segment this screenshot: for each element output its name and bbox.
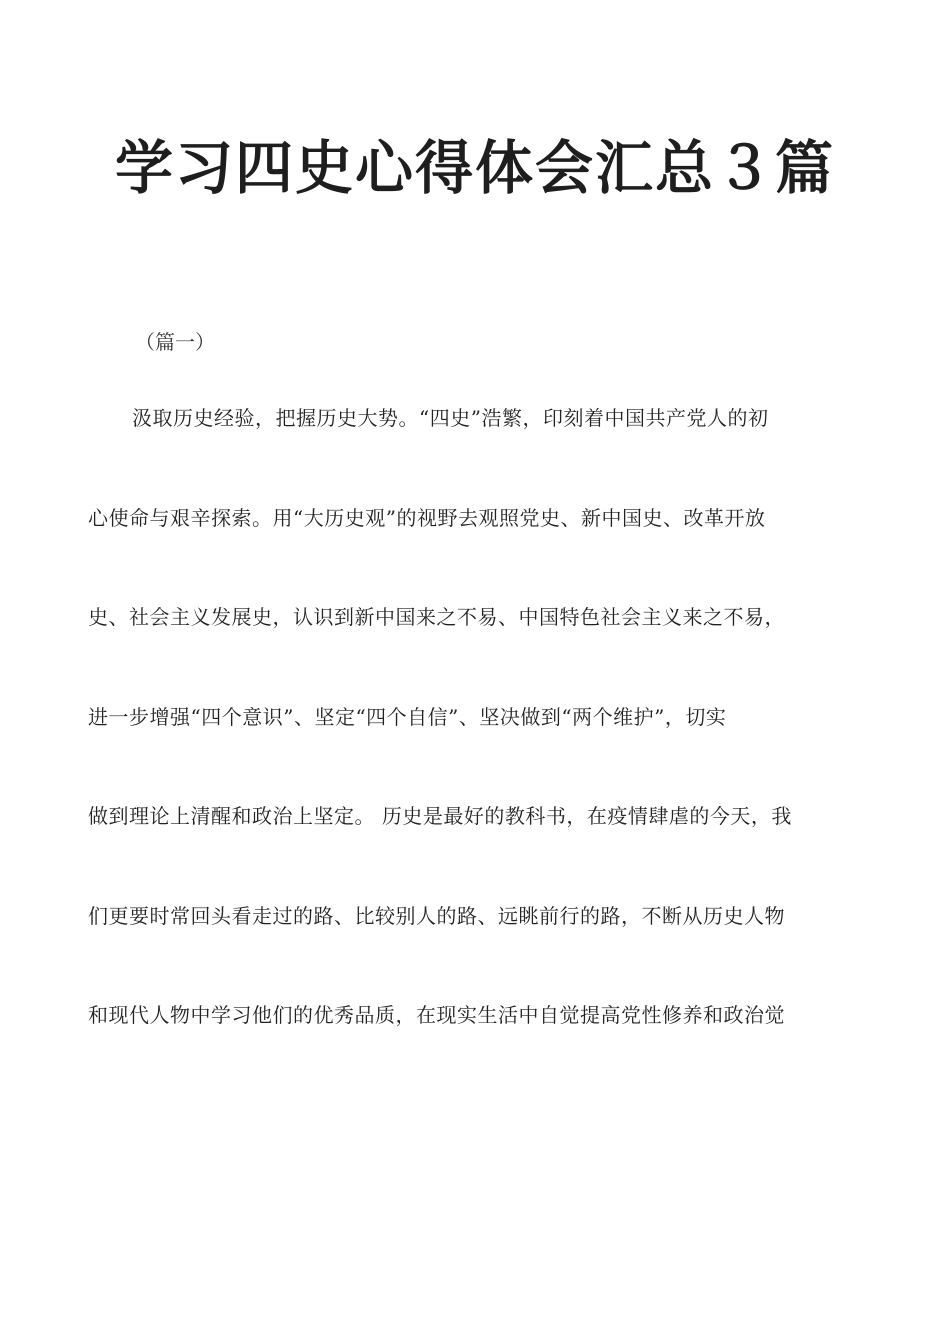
body-line: 汲取历史经验，把握历史大势。“四史”浩繁，印刻着中国共产党人的初	[132, 406, 769, 430]
section-label: （篇一）	[135, 330, 215, 354]
body-line: 们更要时常回头看走过的路、比较别人的路、远眺前行的路，不断从历史人物	[88, 904, 785, 928]
body-line: 进一步增强“四个意识”、坚定“四个自信”、坚决做到“两个维护”，切实	[88, 705, 727, 729]
body-line: 和现代人物中学习他们的优秀品质，在现实生活中自觉提高党性修养和政治觉	[88, 1003, 785, 1027]
body-line: 做到理论上清醒和政治上坚定。 历史是最好的教科书，在疫情肆虐的今天，我	[88, 804, 792, 828]
body-line: 史、社会主义发展史，认识到新中国来之不易、中国特色社会主义来之不易，	[88, 605, 785, 629]
body-line: 心使命与艰辛探索。用“大历史观”的视野去观照党史、新中国史、改革开放	[88, 506, 766, 530]
document-title: 学习四史心得体会汇总３篇	[114, 134, 835, 202]
